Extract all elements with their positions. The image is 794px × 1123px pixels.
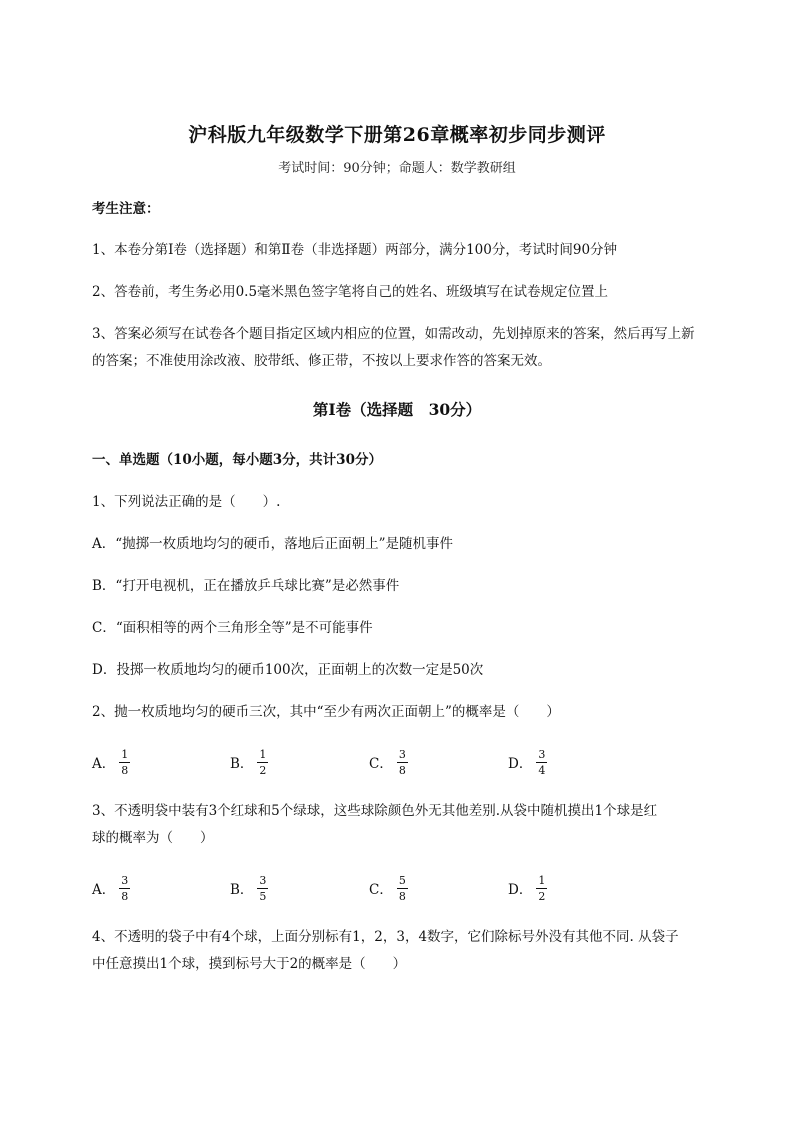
q1-option-b: B．“打开电视机，正在播放乒乓球比赛”是必然事件 — [92, 578, 400, 594]
notice-heading: 考生注意： — [92, 201, 160, 217]
q2-option-d — [508, 742, 547, 782]
q2-option-b — [230, 742, 268, 782]
numerator: 3 — [398, 747, 406, 761]
q1-option-c: C．“面积相等的两个三角形全等”是不可能事件 — [92, 620, 373, 636]
denominator: 8 — [121, 889, 129, 903]
numerator: 1 — [538, 873, 546, 887]
numerator: 3 — [259, 873, 267, 887]
q2-option-c — [369, 742, 408, 782]
fraction — [257, 874, 268, 903]
exam-title: 沪科版九年级数学下册第26章概率初步同步测评 — [188, 124, 606, 146]
notice-item-3: 3、答案必须写在试卷各个题目指定区域内相应的位置，如需改动，先划掉原来的答案，然后再写上新 — [92, 326, 695, 342]
q3-option-c — [369, 868, 408, 908]
q4-stem-line-2: 中任意摸出1个球，摸到标号大于2的概率是（ ） — [92, 956, 407, 972]
q2-stem: 2、抛一枚质地均匀的硬币三次，其中“至少有两次正面朝上”的概率是（ ） — [92, 704, 560, 720]
numerator: 3 — [538, 747, 546, 761]
numerator: 5 — [398, 873, 406, 887]
denominator: 8 — [398, 889, 406, 903]
notice-item-1: 1、本卷分第I卷（选择题）和第Ⅱ卷（非选择题）两部分，满分100分，考试时间90分钟 — [92, 242, 618, 258]
option-label: C． — [369, 756, 393, 772]
q3-stem-line-1: 3、不透明袋中装有3个红球和5个绿球，这些球除颜色外无其他差别.从袋中随机摸出1个球是红 — [92, 803, 658, 819]
fraction — [257, 748, 268, 777]
section-title: 第I卷（选择题 30分） — [312, 400, 482, 419]
fraction — [119, 874, 130, 903]
option-label: B． — [230, 882, 254, 898]
fraction — [536, 874, 547, 903]
denominator: 2 — [538, 889, 546, 903]
q3-options — [92, 868, 712, 908]
q2-option-a — [92, 742, 130, 782]
notice-item-2: 2、答卷前，考生务必用0.5毫米黑色签字笔将自己的姓名、班级填写在试卷规定位置上 — [92, 284, 609, 300]
q4-stem-line-1: 4、不透明的袋子中有4个球，上面分别标有1，2，3，4数字，它们除标号外没有其他不同. 从袋子 — [92, 929, 679, 945]
denominator: 5 — [259, 889, 267, 903]
notice-item-3-cont: 的答案；不准使用涂改液、胶带纸、修正带，不按以上要求作答的答案无效。 — [92, 353, 551, 369]
numerator: 1 — [259, 747, 267, 761]
numerator: 1 — [121, 747, 129, 761]
option-label: D． — [508, 756, 533, 772]
part-heading: 一、单选题（10小题，每小题3分，共计30分） — [92, 452, 382, 468]
q3-option-d — [508, 868, 547, 908]
option-label: A． — [92, 756, 116, 772]
option-label: C． — [369, 882, 393, 898]
option-label: D． — [508, 882, 533, 898]
q1-stem: 1、下列说法正确的是（ ）. — [92, 494, 281, 510]
option-label: B． — [230, 756, 254, 772]
q2-options — [92, 742, 712, 782]
q3-option-b — [230, 868, 268, 908]
denominator: 8 — [398, 763, 406, 777]
fraction — [397, 874, 408, 903]
q1-option-d: D．投掷一枚质地均匀的硬币100次，正面朝上的次数一定是50次 — [92, 662, 484, 678]
q3-option-a — [92, 868, 130, 908]
fraction — [119, 748, 130, 777]
q1-option-a: A．“抛掷一枚质地均匀的硬币，落地后正面朝上”是随机事件 — [92, 536, 454, 552]
fraction — [536, 748, 547, 777]
denominator: 8 — [121, 763, 129, 777]
numerator: 3 — [121, 873, 129, 887]
exam-subtitle: 考试时间：90分钟；命题人：数学教研组 — [278, 161, 516, 176]
denominator: 2 — [259, 763, 267, 777]
option-label: A． — [92, 882, 116, 898]
q3-stem-line-2: 球的概率为（ ） — [92, 830, 214, 846]
fraction — [397, 748, 408, 777]
denominator: 4 — [538, 763, 546, 777]
